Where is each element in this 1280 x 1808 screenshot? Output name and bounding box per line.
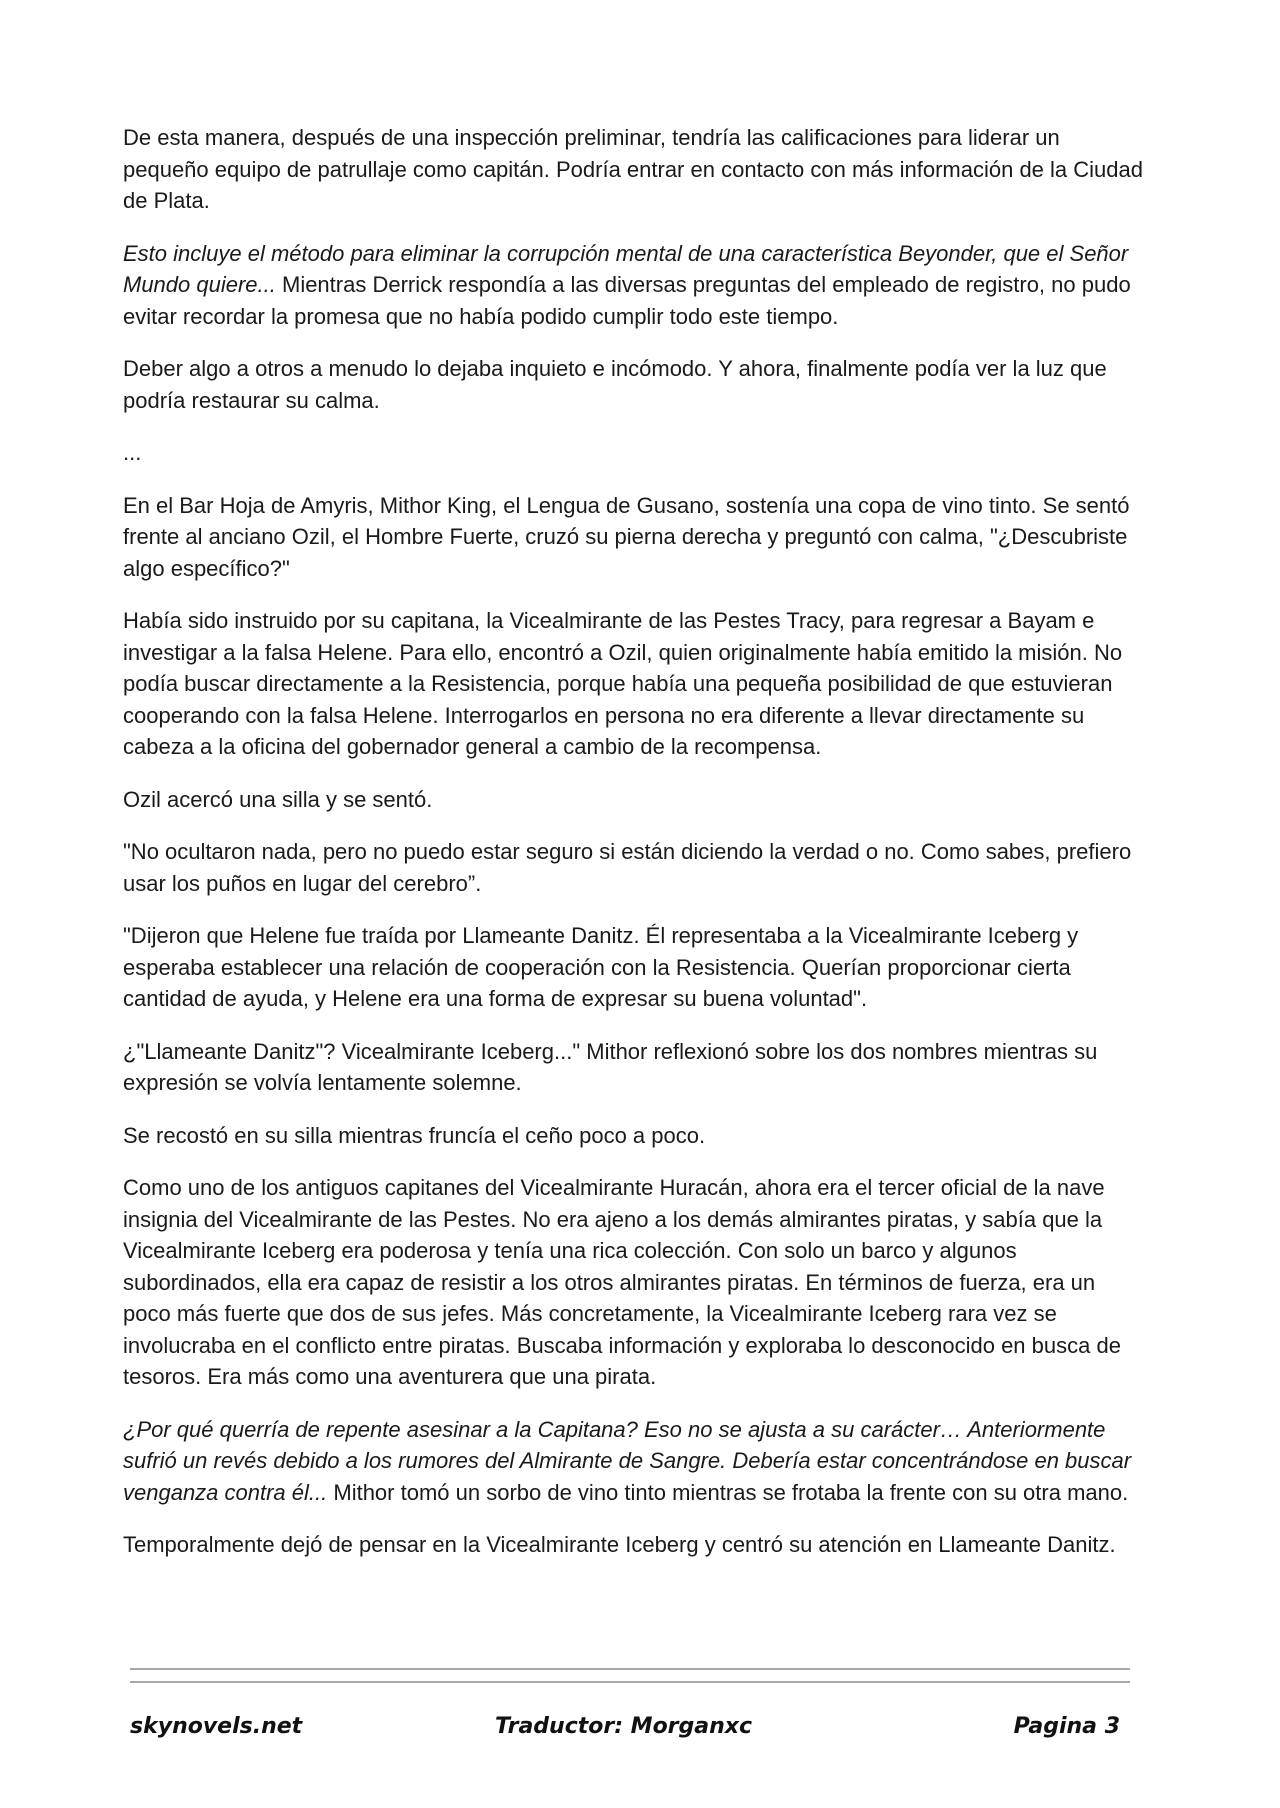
paragraph <box>123 1414 1143 1509</box>
paragraph <box>123 122 1143 217</box>
paragraph <box>123 353 1143 416</box>
paragraph-text: ¿"Llameante Danitz"? Vicealmirante Iceberg..." Mithor reflexionó sobre los dos nombres mientras su expresión se volvía lentamente solemne. <box>123 1038 1098 1095</box>
paragraph <box>123 1172 1143 1393</box>
paragraph-text: "No ocultaron nada, pero no puedo estar seguro si están diciendo la verdad o no. Como sabes, prefiero usar los puños en lugar del cerebro”. <box>123 839 1132 896</box>
paragraph-text: En el Bar Hoja de Amyris, Mithor King, el Lengua de Gusano, sostenía una copa de vino tinto. Se sentó frente al anciano Ozil, el Hombre Fuerte, cruzó su pierna derecha y preguntó con calma, "¿Descubriste algo específico?" <box>123 492 1130 581</box>
paragraph-text: Había sido instruido por su capitana, la Vicealmirante de las Pestes Tracy, para regresar a Bayam e investigar a la falsa Helene. Para ello, encontró a Ozil, quien originalmente había emitido la misión. No podía buscar directamente a la Resistencia, porque había una pequeña posibilidad de que estuvieran cooperando con la falsa Helene. Interrogarlos en persona no era diferente a llevar directamente su cabeza a la oficina del gobernador general a cambio de la recompensa. <box>123 608 1123 759</box>
paragraph <box>123 920 1143 1015</box>
footer-divider-bottom <box>130 1681 1130 1683</box>
paragraph-text: Como uno de los antiguos capitanes del Vicealmirante Huracán, ahora era el tercer oficial de la nave insignia del Vicealmirante de las Pestes. No era ajeno a los demás almirantes piratas, y sabía que la Vicealmirante Iceberg era poderosa y tenía una rica colección. Con solo un barco y algunos subordinados, ella era capaz de resistir a los otros almirantes piratas. En términos de fuerza, era un poco más fuerte que dos de sus jefes. Más concretamente, la Vicealmirante Iceberg rara vez se involucraba en el conflicto entre piratas. Buscaba información y exploraba lo desconocido en busca de tesoros. Era más como una aventurera que una pirata. <box>123 1175 1121 1389</box>
paragraph <box>123 1529 1143 1561</box>
page-footer <box>130 1714 1120 1746</box>
paragraph <box>123 784 1143 816</box>
paragraph-text: Se recostó en su silla mientras fruncía el ceño poco a poco. <box>123 1122 706 1148</box>
footer-divider-top <box>130 1668 1130 1670</box>
paragraph <box>123 1036 1143 1099</box>
paragraph-text: Ozil acercó una silla y se sentó. <box>123 786 433 812</box>
paragraph <box>123 238 1143 333</box>
footer-page-number: Pagina 3 <box>1013 1714 1120 1739</box>
paragraph <box>123 836 1143 899</box>
italic-text: ¿Por qué querría de repente asesinar a la Capitana? Eso no se ajusta a su carácter… Anteriormente sufrió un revés debido a los rumores del Almirante de Sangre. Debería estar concentrándose en buscar venganza contra él... <box>123 1416 1132 1505</box>
paragraph-text: Mientras Derrick respondía a las diversas preguntas del empleado de registro, no pudo evitar recordar la promesa que no había podido cumplir todo este tiempo. <box>123 272 1131 329</box>
paragraph-text: ... <box>123 440 142 465</box>
paragraph <box>123 490 1143 585</box>
paragraph-text: Temporalmente dejó de pensar en la Vicealmirante Iceberg y centró su atención en Llameante Danitz. <box>123 1532 1116 1557</box>
document-body <box>123 122 1143 1582</box>
footer-site: skynovels.net <box>130 1714 303 1739</box>
paragraph <box>123 1120 1143 1152</box>
paragraph-text: De esta manera, después de una inspección preliminar, tendría las calificaciones para liderar un pequeño equipo de patrullaje como capitán. Podría entrar en contacto con más información de la Ciudad de Plata. <box>123 125 1143 213</box>
paragraph-text: "Dijeron que Helene fue traída por Llameante Danitz. Él representaba a la Vicealmirante Iceberg y esperaba establecer una relación de cooperación con la Resistencia. Querían proporcionar cierta cantidad de ayuda, y Helene era una forma de expresar su buena voluntad". <box>123 923 1079 1011</box>
paragraph <box>123 605 1143 763</box>
footer-translator: Traductor: Morganxc <box>495 1714 753 1739</box>
italic-text: Esto incluye el método para eliminar la corrupción mental de una característica Beyonder, que el Señor Mundo quiere... <box>123 240 1129 297</box>
paragraph <box>123 437 1143 469</box>
paragraph-text: Mithor tomó un sorbo de vino tinto mientras se frotaba la frente con su otra mano. <box>327 1479 1129 1505</box>
paragraph-text: Deber algo a otros a menudo lo dejaba inquieto e incómodo. Y ahora, finalmente podía ver la luz que podría restaurar su calma. <box>123 356 1107 413</box>
